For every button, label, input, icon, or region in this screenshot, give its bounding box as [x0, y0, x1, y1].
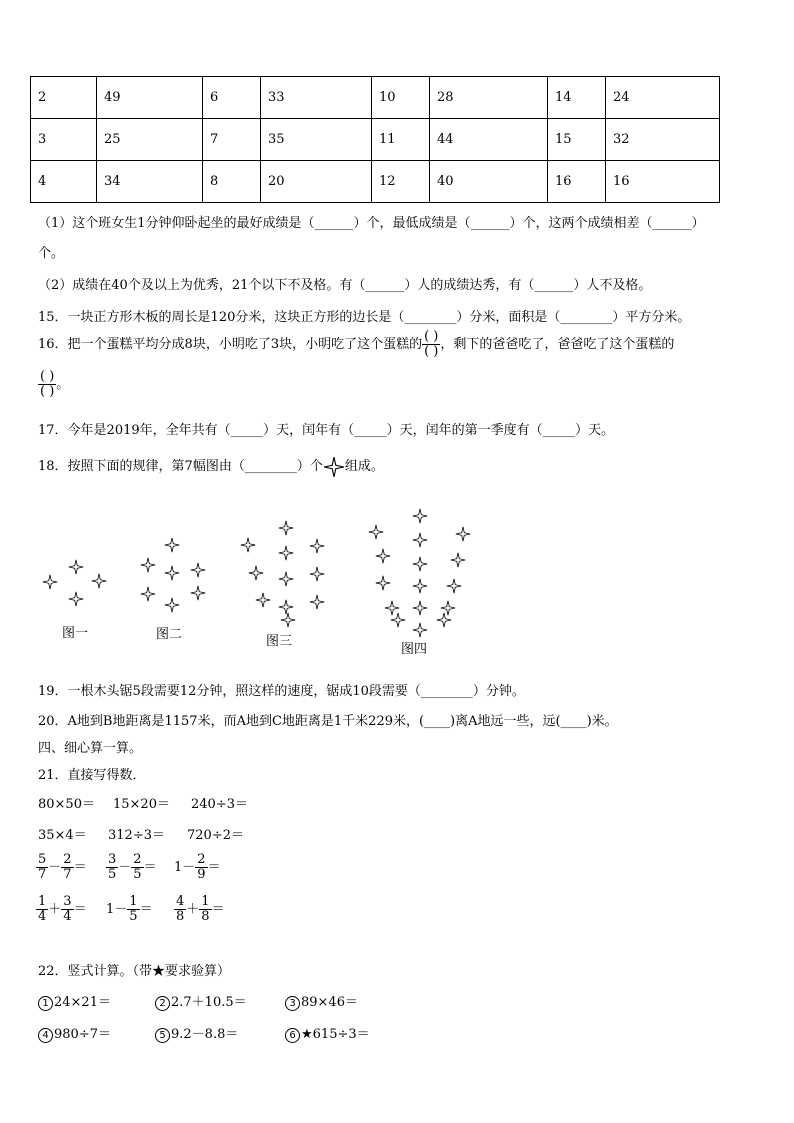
q21-row1 [38, 793, 248, 812]
q17: 17．今年是2019年，全年共有（_____）天，闰年有（_____）天，闰年的第一季度有（_____）天。 [38, 423, 615, 438]
q21-fraction-expr: $\frac{4}{8}$ ＋ $\frac{1}{8}$ ＝ [176, 894, 225, 924]
star-icon [190, 585, 206, 601]
table-cell: 3 [31, 119, 97, 161]
fraction: $\frac{3}{4}$ [63, 894, 72, 924]
table-cell: 12 [372, 161, 430, 203]
q21-fraction-expr: 1－ $\frac{2}{9}$ ＝ [174, 852, 221, 882]
q22-item: 1 24×21＝ [38, 991, 155, 1011]
table-cell: 14 [548, 77, 606, 119]
table-cell: 8 [203, 161, 261, 203]
star-icon [412, 556, 428, 572]
q16-fraction-blank-2: $\frac{( )}{( )}$ [40, 369, 55, 399]
q16-part1: 16．把一个蛋糕平均分成8块，小明吃了3块，小明吃了这个蛋糕的 [38, 337, 423, 352]
table-cell: 44 [430, 119, 548, 161]
star-icon [450, 552, 466, 568]
q21-fraction-expr: $\frac{5}{7}$ － $\frac{2}{7}$ ＝ [38, 852, 87, 882]
star-icon [164, 597, 180, 613]
star-icon [255, 592, 271, 608]
star-icon [446, 578, 462, 594]
circled-number: 1 [38, 996, 53, 1011]
table-cell: 11 [372, 119, 430, 161]
q22-title: 22．竖式计算。（带★要求验算） [38, 964, 231, 979]
circled-number: 4 [38, 1028, 53, 1043]
section-4-heading: 四、细心算一算。 [38, 741, 143, 756]
figure-label-4: 图四 [401, 642, 428, 657]
q21-fraction-expr: $\frac{3}{5}$ － $\frac{2}{5}$ ＝ [108, 852, 157, 882]
q15: 15．一块正方形木板的周长是120分米，这块正方形的边长是（________）分米，面积是（________）平方分米。 [38, 310, 691, 325]
table-row [31, 77, 720, 119]
star-icon [248, 565, 264, 581]
figure-label-1: 图一 [62, 626, 89, 641]
fraction: $\frac{1}{5}$ [129, 894, 138, 924]
table-cell: 34 [97, 161, 203, 203]
q14-2: （2）成绩在40个及以上为优秀，21个以下不及格。有（______）人的成绩达秀，有（______）人不及格。 [38, 278, 652, 293]
figure-label-2: 图二 [156, 627, 183, 642]
star-icon [412, 578, 428, 594]
q21-expr: 15×20＝ [113, 797, 170, 812]
star-icon [140, 586, 156, 602]
star-icon [164, 565, 180, 581]
star-icon [91, 573, 107, 589]
q16-part2: ，剩下的爸爸吃了，爸爸吃了这个蛋糕的 [440, 337, 675, 352]
figure-label-3: 图三 [266, 634, 293, 649]
q21-row3 [36, 853, 254, 882]
circled-number: 3 [285, 996, 300, 1011]
star-icon [68, 591, 84, 607]
table-cell: 49 [97, 77, 203, 119]
q18-part1: 18．按照下面的规律，第7幅图由（________）个 [38, 459, 323, 474]
star-icon [455, 526, 471, 542]
star-icon [412, 600, 428, 616]
q21-expr: 35×4＝ [38, 828, 87, 843]
table-cell: 4 [31, 161, 97, 203]
star-icon [309, 594, 325, 610]
q21-row4 [36, 895, 254, 924]
fraction: $\frac{2}{7}$ [63, 852, 72, 882]
table-row [31, 161, 720, 203]
q21-fraction-expr: 1－ $\frac{1}{5}$ ＝ [106, 894, 153, 924]
table-cell: 28 [430, 77, 548, 119]
q22-item: 5 9.2－8.8＝ [155, 1023, 285, 1043]
star-icon [68, 559, 84, 575]
star-icon [240, 537, 256, 553]
star-icon [412, 508, 428, 524]
fraction: $\frac{5}{7}$ [38, 852, 47, 882]
q22-row2 [38, 1023, 385, 1043]
star-icon [412, 622, 428, 638]
score-table [30, 76, 720, 203]
star-icon [436, 612, 452, 628]
q21-expr: 240÷3＝ [191, 797, 248, 812]
star-icon [375, 548, 391, 564]
q16-line2 [38, 370, 69, 399]
q22-item: 4 980÷7＝ [38, 1023, 155, 1043]
q16-line1 [38, 330, 674, 359]
star-icon [278, 545, 294, 561]
star-icon [309, 566, 325, 582]
q21-fraction-expr: $\frac{1}{4}$ ＋ $\frac{3}{4}$ ＝ [38, 894, 87, 924]
q16-end: 。 [56, 377, 70, 392]
table-cell: 16 [606, 161, 720, 203]
star-icon [42, 574, 58, 590]
star-icon [309, 538, 325, 554]
q18-part2: 组成。 [344, 459, 384, 474]
table-cell: 15 [548, 119, 606, 161]
fraction: $\frac{2}{5}$ [133, 852, 142, 882]
q14-1-line2: 个。 [38, 246, 65, 261]
fraction: $\frac{3}{5}$ [108, 852, 117, 882]
fraction: $\frac{4}{8}$ [176, 894, 185, 924]
star-icon [412, 532, 428, 548]
table-cell: 20 [261, 161, 372, 203]
circled-number: 2 [155, 996, 170, 1011]
star-icon [375, 575, 391, 591]
star-icon [278, 571, 294, 587]
q21-expr: 80×50＝ [38, 797, 95, 812]
table-row [31, 119, 720, 161]
q21-expr: 312÷3＝ [108, 828, 165, 843]
q19: 19．一根木头锯5段需要12分钟，照这样的速度，锯成10段需要（________）分钟。 [38, 684, 525, 699]
fraction: $\frac{1}{4}$ [38, 894, 47, 924]
table-cell: 10 [372, 77, 430, 119]
q21-title: 21．直接写得数． [38, 768, 146, 783]
table-cell: 6 [203, 77, 261, 119]
q21-row2 [38, 824, 244, 843]
fraction: $\frac{1}{8}$ [201, 894, 210, 924]
star-icon [390, 612, 406, 628]
star-icon [280, 612, 296, 628]
q22-item: 6 ★615÷3＝ [285, 1023, 385, 1043]
q22-row1 [38, 991, 385, 1011]
star-icon [190, 562, 206, 578]
fraction: $\frac{2}{9}$ [197, 852, 206, 882]
star-icon [164, 537, 180, 553]
table-cell: 32 [606, 119, 720, 161]
circled-number: 5 [155, 1028, 170, 1043]
table-cell: 33 [261, 77, 372, 119]
q22-item: 2 2.7＋10.5＝ [155, 991, 285, 1011]
circled-number: 6 [285, 1028, 300, 1043]
table-cell: 25 [97, 119, 203, 161]
table-cell: 40 [430, 161, 548, 203]
q21-expr: 720÷2＝ [187, 828, 244, 843]
star-icon [368, 524, 384, 540]
table-cell: 2 [31, 77, 97, 119]
table-cell: 7 [203, 119, 261, 161]
q18-line [38, 455, 384, 478]
table-cell: 16 [548, 161, 606, 203]
star-icon [278, 520, 294, 536]
q16-fraction-blank-1: $\frac{( )}{( )}$ [424, 329, 439, 359]
star-icon [140, 557, 156, 573]
q22-item: 3 89×46＝ [285, 991, 385, 1011]
table-cell: 24 [606, 77, 720, 119]
q20: 20．A地到B地距离是1157米，而A地到C地距离是1千米229米，(____)离A地远一些，远(____)米。 [38, 714, 618, 729]
q14-1-line1: （1）这个班女生1分钟仰卧起坐的最好成绩是（______）个，最低成绩是（______）个，这两个成绩相差（______） [38, 216, 705, 231]
table-cell: 35 [261, 119, 372, 161]
star-icon [323, 456, 345, 478]
